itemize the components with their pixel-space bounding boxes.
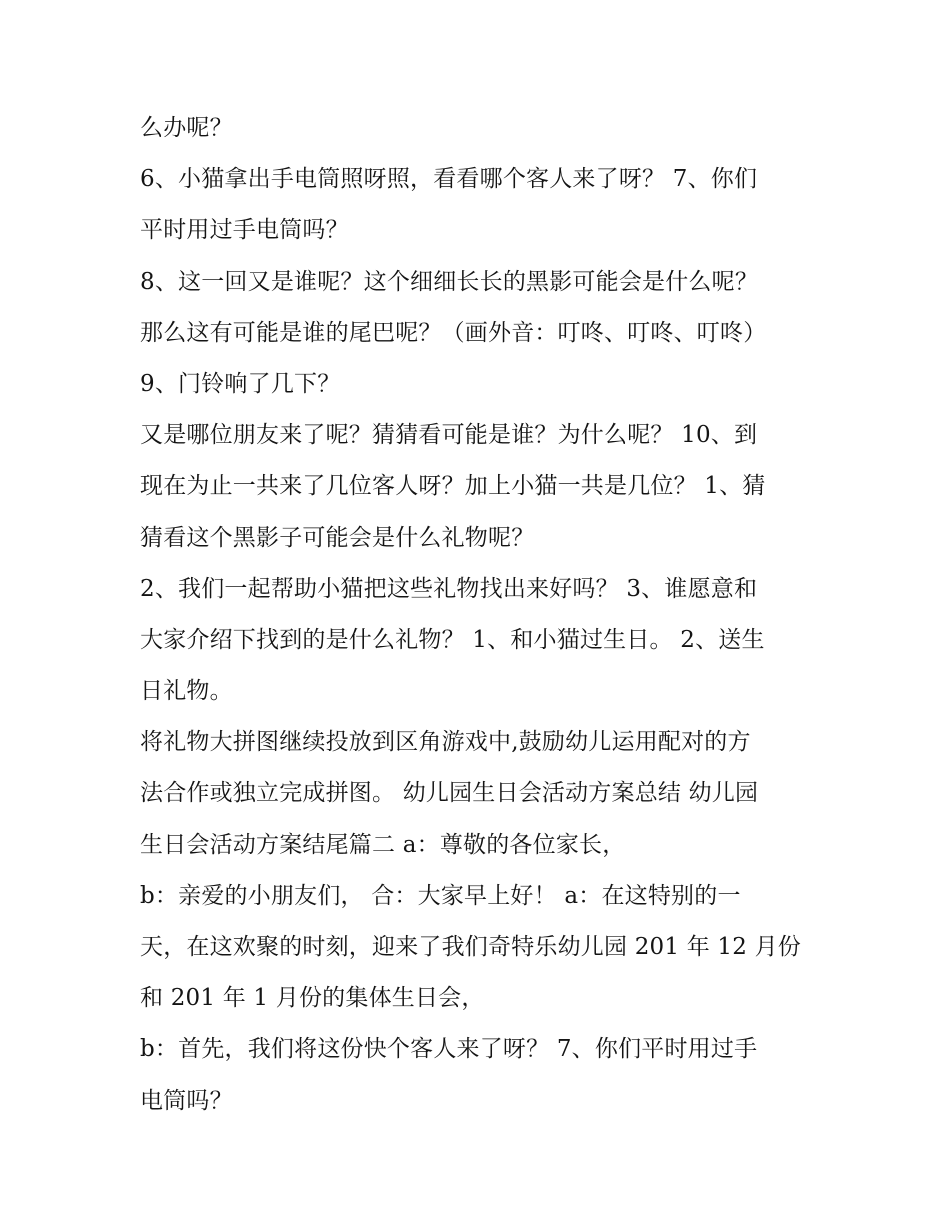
text-line: 猜看这个黑影子可能会是什么礼物呢？ — [140, 524, 535, 551]
text-line: 么办呢？ — [140, 115, 233, 141]
text-line: 6、小猫拿出手电筒照呀照，看看哪个客人来了呀？ 7、你们 — [140, 166, 758, 193]
text-line: 法合作或独立完成拼图。 幼儿园生日会活动方案总结 幼儿园 — [140, 780, 759, 807]
text-line: b：首先，我们将这份快个客人来了呀？ 7、你们平时用过手 — [140, 1036, 758, 1063]
text-line: 大家介绍下找到的是什么礼物？ 1、和小猫过生日。 2、送生 — [140, 626, 765, 653]
text-line: 又是哪位朋友来了呢？猜猜看可能是谁？为什么呢？ 10、到 — [140, 422, 758, 449]
text-line: 日礼物。 — [140, 678, 233, 705]
text-line: 9、门铃响了几下？ — [140, 370, 341, 397]
text-line: 那么这有可能是谁的尾巴呢？（画外音：叮咚、叮咚、叮咚） — [140, 319, 767, 346]
text-line: 天，在这欢聚的时刻，迎来了我们奇特乐幼儿园 201 年 12 月份 — [140, 934, 802, 960]
text-line: 平时用过手电筒吗？ — [140, 217, 349, 244]
text-line: 和 201 年 1 月份的集体生日会， — [140, 985, 485, 1012]
text-line: 2、我们一起帮助小猫把这些礼物找出来好吗？ 3、谁愿意和 — [140, 575, 758, 602]
text-line: 现在为止一共来了几位客人呀？加上小猫一共是几位？ 1、猜 — [140, 473, 766, 500]
text-line: b：亲爱的小朋友们， 合：大家早上好！ a：在这特别的一 — [140, 882, 741, 909]
text-line: 将礼物大拼图继续投放到区角游戏中,鼓励幼儿运用配对的方 — [140, 729, 751, 756]
text-line: 生日会活动方案结尾篇二 a：尊敬的各位家长， — [140, 831, 626, 858]
text-line: 电筒吗？ — [140, 1087, 233, 1114]
body-text — [140, 103, 820, 1127]
text-line: 8、这一回又是谁呢？这个细细长长的黑影可能会是什么呢？ — [140, 268, 759, 295]
